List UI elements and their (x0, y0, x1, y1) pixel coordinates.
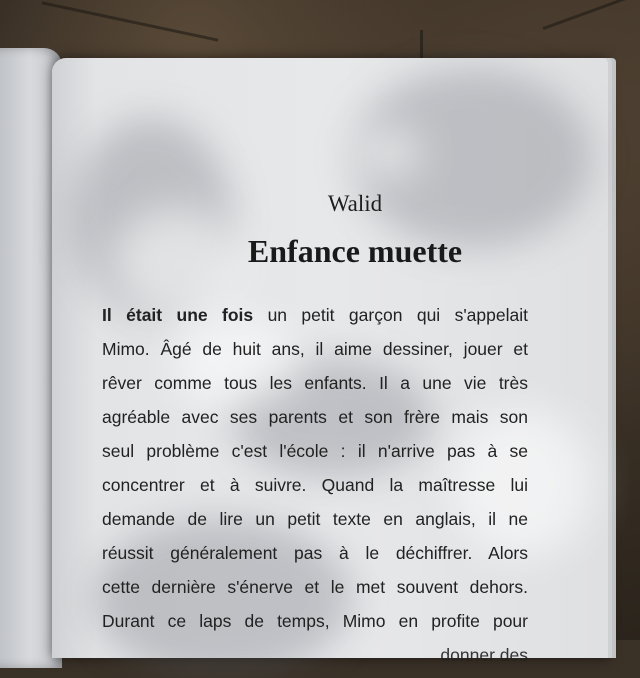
body-text (102, 298, 528, 672)
text-line-rest: un petit garçon qui s'appelait (253, 305, 528, 325)
chapter-title: Enfance muette (247, 233, 463, 269)
author-name: Walid (327, 191, 383, 216)
text-line: seul problème c'est l'école : il n'arrive pas à se (102, 441, 528, 461)
text-line: demande de lire un petit texte en anglais, il ne (102, 509, 528, 529)
text-line: concentrer et à suivre. Quand la maîtresse lui (102, 475, 528, 495)
text-line: Mimo. Âgé de huit ans, il aime dessiner, jouer et (102, 339, 528, 359)
text-line: Durant ce laps de temps, Mimo en profite pour (102, 611, 528, 631)
text-line: cette dernière s'énerve et le met souvent dehors. (102, 577, 528, 597)
text-line (102, 298, 528, 332)
stone-crack (42, 1, 219, 41)
sun-spot (352, 128, 422, 178)
text-line: réussit généralement pas à le déchiffrer. Alors (102, 543, 528, 563)
partial-line (102, 638, 528, 672)
text-line: agréable avec ses parents et son frère mais son (102, 407, 528, 427)
opening-phrase: Il était une fois (102, 305, 254, 325)
text-line: rêver comme tous les enfants. Il a une vie très (102, 373, 528, 393)
partial-line-text: donner des (440, 645, 528, 665)
right-page (52, 58, 608, 665)
stone-crack (543, 0, 638, 30)
